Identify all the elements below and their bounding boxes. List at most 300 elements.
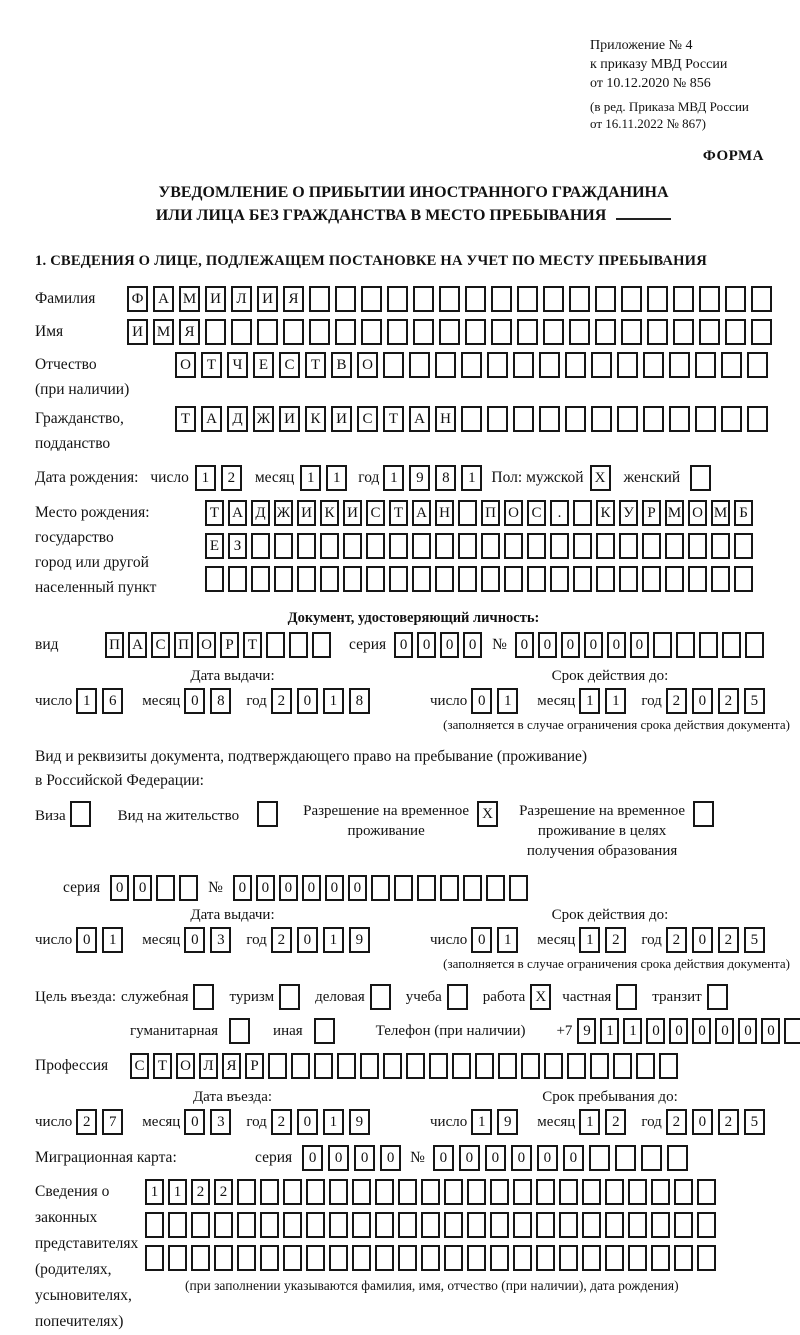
form-cell[interactable]: 1 xyxy=(600,1018,619,1044)
form-cell[interactable]: 1 xyxy=(605,688,626,714)
form-cell[interactable] xyxy=(481,566,500,592)
form-cell[interactable] xyxy=(439,319,460,345)
form-cell[interactable]: 0 xyxy=(715,1018,734,1044)
form-cell[interactable] xyxy=(491,319,512,345)
form-cell[interactable] xyxy=(595,286,616,312)
form-cell[interactable]: Д xyxy=(251,500,270,526)
form-cell[interactable]: 0 xyxy=(348,875,367,901)
form-cell[interactable] xyxy=(366,566,385,592)
form-cell[interactable] xyxy=(193,984,214,1010)
form-cell[interactable] xyxy=(642,566,661,592)
form-cell[interactable] xyxy=(329,1212,348,1238)
form-cell[interactable] xyxy=(435,352,456,378)
form-cell[interactable] xyxy=(394,875,413,901)
form-cell[interactable] xyxy=(435,533,454,559)
form-cell[interactable]: 0 xyxy=(471,927,492,953)
form-cell[interactable] xyxy=(283,1245,302,1271)
form-cell[interactable]: 7 xyxy=(102,1109,123,1135)
form-cell[interactable] xyxy=(565,406,586,432)
form-cell[interactable] xyxy=(711,566,730,592)
form-cell[interactable] xyxy=(619,566,638,592)
form-cell[interactable] xyxy=(605,1212,624,1238)
form-cell[interactable] xyxy=(751,286,772,312)
form-cell[interactable] xyxy=(257,801,278,827)
form-cell[interactable]: 1 xyxy=(195,465,216,491)
form-cell[interactable] xyxy=(260,1179,279,1205)
form-cell[interactable] xyxy=(569,319,590,345)
form-cell[interactable] xyxy=(309,319,330,345)
form-cell[interactable] xyxy=(283,1179,302,1205)
form-cell[interactable]: 0 xyxy=(692,1018,711,1044)
form-cell[interactable]: 0 xyxy=(761,1018,780,1044)
form-cell[interactable] xyxy=(605,1179,624,1205)
form-cell[interactable] xyxy=(591,406,612,432)
form-cell[interactable] xyxy=(669,406,690,432)
form-cell[interactable] xyxy=(337,1053,356,1079)
form-cell[interactable]: М xyxy=(711,500,730,526)
form-cell[interactable]: 0 xyxy=(537,1145,558,1171)
form-cell[interactable]: А xyxy=(412,500,431,526)
form-cell[interactable] xyxy=(695,406,716,432)
form-cell[interactable] xyxy=(168,1245,187,1271)
form-cell[interactable]: 1 xyxy=(461,465,482,491)
form-cell[interactable]: 0 xyxy=(515,632,534,658)
form-cell[interactable]: 1 xyxy=(579,688,600,714)
form-cell[interactable]: 9 xyxy=(349,927,370,953)
form-cell[interactable]: Т xyxy=(201,352,222,378)
form-cell[interactable] xyxy=(398,1212,417,1238)
form-cell[interactable]: 2 xyxy=(214,1179,233,1205)
form-cell[interactable] xyxy=(214,1212,233,1238)
form-cell[interactable]: 2 xyxy=(666,1109,687,1135)
form-cell[interactable] xyxy=(643,406,664,432)
form-cell[interactable]: И xyxy=(205,286,226,312)
form-cell[interactable] xyxy=(567,1053,586,1079)
form-cell[interactable] xyxy=(413,286,434,312)
form-cell[interactable] xyxy=(251,533,270,559)
form-cell[interactable] xyxy=(628,1245,647,1271)
form-cell[interactable] xyxy=(487,352,508,378)
form-cell[interactable] xyxy=(421,1245,440,1271)
form-cell[interactable] xyxy=(642,533,661,559)
form-cell[interactable] xyxy=(722,632,741,658)
form-cell[interactable] xyxy=(467,1212,486,1238)
form-cell[interactable] xyxy=(389,533,408,559)
form-cell[interactable] xyxy=(688,566,707,592)
form-cell[interactable] xyxy=(498,1053,517,1079)
form-cell[interactable] xyxy=(536,1179,555,1205)
form-cell[interactable] xyxy=(343,566,362,592)
form-cell[interactable]: 2 xyxy=(605,927,626,953)
form-cell[interactable]: С xyxy=(357,406,378,432)
form-cell[interactable] xyxy=(628,1179,647,1205)
form-cell[interactable] xyxy=(487,406,508,432)
form-cell[interactable]: А xyxy=(128,632,147,658)
form-cell[interactable] xyxy=(573,500,592,526)
form-cell[interactable]: Т xyxy=(243,632,262,658)
form-cell[interactable]: . xyxy=(550,500,569,526)
form-cell[interactable]: 0 xyxy=(184,688,205,714)
form-cell[interactable]: 0 xyxy=(463,632,482,658)
form-cell[interactable]: X xyxy=(477,801,498,827)
form-cell[interactable] xyxy=(596,566,615,592)
form-cell[interactable]: Н xyxy=(435,500,454,526)
form-cell[interactable] xyxy=(490,1245,509,1271)
form-cell[interactable] xyxy=(504,566,523,592)
form-cell[interactable]: С xyxy=(130,1053,149,1079)
form-cell[interactable] xyxy=(260,1245,279,1271)
form-cell[interactable]: А xyxy=(228,500,247,526)
form-cell[interactable] xyxy=(274,566,293,592)
form-cell[interactable]: И xyxy=(279,406,300,432)
form-cell[interactable]: 1 xyxy=(168,1179,187,1205)
form-cell[interactable] xyxy=(412,566,431,592)
form-cell[interactable]: 0 xyxy=(394,632,413,658)
form-cell[interactable] xyxy=(651,1245,670,1271)
form-cell[interactable]: К xyxy=(320,500,339,526)
form-cell[interactable] xyxy=(559,1245,578,1271)
form-cell[interactable] xyxy=(237,1212,256,1238)
form-cell[interactable] xyxy=(289,632,308,658)
form-cell[interactable]: 0 xyxy=(233,875,252,901)
form-cell[interactable]: 0 xyxy=(646,1018,665,1044)
form-cell[interactable]: 0 xyxy=(485,1145,506,1171)
form-cell[interactable] xyxy=(467,1179,486,1205)
form-cell[interactable]: К xyxy=(596,500,615,526)
form-cell[interactable]: 0 xyxy=(297,1109,318,1135)
form-cell[interactable] xyxy=(697,1245,716,1271)
form-cell[interactable] xyxy=(636,1053,655,1079)
form-cell[interactable]: 0 xyxy=(607,632,626,658)
form-cell[interactable]: Т xyxy=(389,500,408,526)
form-cell[interactable] xyxy=(251,566,270,592)
form-cell[interactable]: 1 xyxy=(323,688,344,714)
form-cell[interactable]: 0 xyxy=(692,927,713,953)
form-cell[interactable] xyxy=(490,1212,509,1238)
form-cell[interactable] xyxy=(343,533,362,559)
form-cell[interactable] xyxy=(734,533,753,559)
form-cell[interactable] xyxy=(665,566,684,592)
form-cell[interactable] xyxy=(413,319,434,345)
form-cell[interactable]: 0 xyxy=(459,1145,480,1171)
form-cell[interactable] xyxy=(582,1212,601,1238)
form-cell[interactable] xyxy=(543,319,564,345)
form-cell[interactable]: 1 xyxy=(497,688,518,714)
form-cell[interactable] xyxy=(375,1212,394,1238)
form-cell[interactable] xyxy=(573,533,592,559)
form-cell[interactable] xyxy=(665,533,684,559)
form-cell[interactable]: 9 xyxy=(409,465,430,491)
form-cell[interactable] xyxy=(297,566,316,592)
form-cell[interactable]: 1 xyxy=(76,688,97,714)
form-cell[interactable] xyxy=(306,1245,325,1271)
form-cell[interactable] xyxy=(371,875,390,901)
form-cell[interactable] xyxy=(383,352,404,378)
form-cell[interactable] xyxy=(231,319,252,345)
form-cell[interactable]: Ч xyxy=(227,352,248,378)
form-cell[interactable] xyxy=(481,533,500,559)
form-cell[interactable] xyxy=(461,352,482,378)
form-cell[interactable] xyxy=(653,632,672,658)
form-cell[interactable]: 2 xyxy=(271,927,292,953)
form-cell[interactable] xyxy=(412,533,431,559)
form-cell[interactable]: 2 xyxy=(718,688,739,714)
form-cell[interactable]: 2 xyxy=(605,1109,626,1135)
form-cell[interactable] xyxy=(205,319,226,345)
form-cell[interactable] xyxy=(297,533,316,559)
form-cell[interactable] xyxy=(647,286,668,312)
form-cell[interactable] xyxy=(329,1245,348,1271)
form-cell[interactable] xyxy=(375,1179,394,1205)
form-cell[interactable]: И xyxy=(331,406,352,432)
form-cell[interactable]: 0 xyxy=(563,1145,584,1171)
form-cell[interactable] xyxy=(229,1018,250,1044)
form-cell[interactable] xyxy=(617,406,638,432)
form-cell[interactable] xyxy=(513,406,534,432)
form-cell[interactable] xyxy=(582,1179,601,1205)
form-cell[interactable]: 1 xyxy=(326,465,347,491)
form-cell[interactable] xyxy=(573,566,592,592)
form-cell[interactable] xyxy=(621,286,642,312)
form-cell[interactable]: 2 xyxy=(718,1109,739,1135)
form-cell[interactable] xyxy=(439,286,460,312)
form-cell[interactable]: И xyxy=(297,500,316,526)
form-cell[interactable] xyxy=(383,1053,402,1079)
form-cell[interactable] xyxy=(70,801,91,827)
form-cell[interactable] xyxy=(711,533,730,559)
form-cell[interactable] xyxy=(320,533,339,559)
form-cell[interactable] xyxy=(421,1179,440,1205)
form-cell[interactable] xyxy=(306,1212,325,1238)
form-cell[interactable]: 0 xyxy=(511,1145,532,1171)
form-cell[interactable] xyxy=(539,406,560,432)
form-cell[interactable] xyxy=(513,1179,532,1205)
form-cell[interactable]: 0 xyxy=(669,1018,688,1044)
form-cell[interactable]: 2 xyxy=(221,465,242,491)
form-cell[interactable] xyxy=(617,352,638,378)
form-cell[interactable] xyxy=(559,1179,578,1205)
form-cell[interactable] xyxy=(544,1053,563,1079)
form-cell[interactable]: Я xyxy=(179,319,200,345)
form-cell[interactable] xyxy=(615,1145,636,1171)
form-cell[interactable]: И xyxy=(343,500,362,526)
form-cell[interactable]: 0 xyxy=(433,1145,454,1171)
form-cell[interactable]: У xyxy=(619,500,638,526)
form-cell[interactable] xyxy=(693,801,714,827)
form-cell[interactable] xyxy=(688,533,707,559)
form-cell[interactable]: 0 xyxy=(380,1145,401,1171)
form-cell[interactable] xyxy=(463,875,482,901)
form-cell[interactable] xyxy=(406,1053,425,1079)
form-cell[interactable] xyxy=(398,1245,417,1271)
form-cell[interactable]: О xyxy=(357,352,378,378)
form-cell[interactable] xyxy=(352,1245,371,1271)
form-cell[interactable]: И xyxy=(127,319,148,345)
form-cell[interactable] xyxy=(651,1179,670,1205)
form-cell[interactable]: 0 xyxy=(110,875,129,901)
form-cell[interactable]: 1 xyxy=(623,1018,642,1044)
form-cell[interactable] xyxy=(274,533,293,559)
form-cell[interactable] xyxy=(697,1212,716,1238)
form-cell[interactable]: П xyxy=(481,500,500,526)
form-cell[interactable]: А xyxy=(409,406,430,432)
form-cell[interactable]: Р xyxy=(642,500,661,526)
form-cell[interactable]: Р xyxy=(245,1053,264,1079)
form-cell[interactable]: Т xyxy=(153,1053,172,1079)
form-cell[interactable] xyxy=(536,1245,555,1271)
form-cell[interactable]: 2 xyxy=(271,688,292,714)
form-cell[interactable] xyxy=(444,1179,463,1205)
form-cell[interactable]: 1 xyxy=(102,927,123,953)
form-cell[interactable] xyxy=(306,1179,325,1205)
form-cell[interactable] xyxy=(513,352,534,378)
form-cell[interactable] xyxy=(559,1212,578,1238)
form-cell[interactable]: 9 xyxy=(577,1018,596,1044)
form-cell[interactable] xyxy=(539,352,560,378)
form-cell[interactable] xyxy=(490,1179,509,1205)
form-cell[interactable] xyxy=(699,319,720,345)
form-cell[interactable]: 0 xyxy=(440,632,459,658)
form-cell[interactable] xyxy=(467,1245,486,1271)
form-cell[interactable] xyxy=(550,533,569,559)
form-cell[interactable]: А xyxy=(201,406,222,432)
form-cell[interactable] xyxy=(335,319,356,345)
form-cell[interactable] xyxy=(745,632,764,658)
form-cell[interactable]: И xyxy=(257,286,278,312)
form-cell[interactable]: Я xyxy=(283,286,304,312)
form-cell[interactable]: 0 xyxy=(561,632,580,658)
form-cell[interactable] xyxy=(616,984,637,1010)
form-cell[interactable]: 8 xyxy=(349,688,370,714)
form-cell[interactable]: Я xyxy=(222,1053,241,1079)
form-cell[interactable]: О xyxy=(175,352,196,378)
form-cell[interactable]: М xyxy=(665,500,684,526)
form-cell[interactable] xyxy=(237,1179,256,1205)
form-cell[interactable]: 1 xyxy=(145,1179,164,1205)
form-cell[interactable] xyxy=(435,566,454,592)
form-cell[interactable] xyxy=(517,286,538,312)
form-cell[interactable]: 0 xyxy=(692,1109,713,1135)
form-cell[interactable]: 0 xyxy=(184,927,205,953)
form-cell[interactable]: Т xyxy=(305,352,326,378)
form-cell[interactable]: 1 xyxy=(300,465,321,491)
form-cell[interactable]: О xyxy=(688,500,707,526)
form-cell[interactable]: 1 xyxy=(471,1109,492,1135)
form-cell[interactable] xyxy=(504,533,523,559)
form-cell[interactable] xyxy=(361,319,382,345)
form-cell[interactable] xyxy=(475,1053,494,1079)
form-cell[interactable] xyxy=(491,286,512,312)
form-cell[interactable] xyxy=(695,352,716,378)
form-cell[interactable] xyxy=(360,1053,379,1079)
form-cell[interactable]: П xyxy=(174,632,193,658)
form-cell[interactable]: 0 xyxy=(184,1109,205,1135)
form-cell[interactable]: С xyxy=(279,352,300,378)
form-cell[interactable] xyxy=(283,319,304,345)
form-cell[interactable]: 1 xyxy=(323,1109,344,1135)
form-cell[interactable]: 8 xyxy=(210,688,231,714)
form-cell[interactable] xyxy=(179,875,198,901)
form-cell[interactable] xyxy=(536,1212,555,1238)
form-cell[interactable]: 0 xyxy=(297,688,318,714)
form-cell[interactable] xyxy=(312,632,331,658)
form-cell[interactable] xyxy=(237,1245,256,1271)
form-cell[interactable] xyxy=(527,533,546,559)
form-cell[interactable] xyxy=(283,1212,302,1238)
form-cell[interactable] xyxy=(613,1053,632,1079)
form-cell[interactable] xyxy=(447,984,468,1010)
form-cell[interactable] xyxy=(314,1018,335,1044)
form-cell[interactable]: 0 xyxy=(354,1145,375,1171)
form-cell[interactable]: С xyxy=(366,500,385,526)
form-cell[interactable] xyxy=(543,286,564,312)
form-cell[interactable]: 8 xyxy=(435,465,456,491)
form-cell[interactable]: Т xyxy=(383,406,404,432)
form-cell[interactable]: Ж xyxy=(253,406,274,432)
form-cell[interactable] xyxy=(734,566,753,592)
form-cell[interactable] xyxy=(621,319,642,345)
form-cell[interactable]: М xyxy=(179,286,200,312)
form-cell[interactable]: 0 xyxy=(538,632,557,658)
form-cell[interactable]: 0 xyxy=(256,875,275,901)
form-cell[interactable] xyxy=(784,1018,800,1044)
form-cell[interactable]: 0 xyxy=(328,1145,349,1171)
form-cell[interactable]: 1 xyxy=(323,927,344,953)
form-cell[interactable]: X xyxy=(530,984,551,1010)
form-cell[interactable]: 2 xyxy=(666,688,687,714)
form-cell[interactable] xyxy=(674,1245,693,1271)
form-cell[interactable]: К xyxy=(305,406,326,432)
form-cell[interactable]: 9 xyxy=(349,1109,370,1135)
form-cell[interactable]: 5 xyxy=(744,688,765,714)
form-cell[interactable]: 1 xyxy=(579,1109,600,1135)
form-cell[interactable]: 0 xyxy=(471,688,492,714)
form-cell[interactable] xyxy=(673,319,694,345)
form-cell[interactable] xyxy=(440,875,459,901)
form-cell[interactable] xyxy=(569,286,590,312)
form-cell[interactable]: А xyxy=(153,286,174,312)
form-cell[interactable]: М xyxy=(153,319,174,345)
form-cell[interactable]: С xyxy=(151,632,170,658)
form-cell[interactable]: Б xyxy=(734,500,753,526)
form-cell[interactable]: Д xyxy=(227,406,248,432)
form-cell[interactable] xyxy=(387,319,408,345)
form-cell[interactable] xyxy=(145,1212,164,1238)
form-cell[interactable] xyxy=(747,352,768,378)
form-cell[interactable]: 0 xyxy=(302,1145,323,1171)
form-cell[interactable] xyxy=(721,406,742,432)
form-cell[interactable] xyxy=(591,352,612,378)
form-cell[interactable] xyxy=(565,352,586,378)
form-cell[interactable] xyxy=(513,1245,532,1271)
form-cell[interactable] xyxy=(387,286,408,312)
form-cell[interactable]: 1 xyxy=(579,927,600,953)
form-cell[interactable] xyxy=(366,533,385,559)
form-cell[interactable] xyxy=(619,533,638,559)
form-cell[interactable]: Е xyxy=(253,352,274,378)
form-cell[interactable]: 2 xyxy=(271,1109,292,1135)
form-cell[interactable] xyxy=(465,286,486,312)
form-cell[interactable] xyxy=(647,319,668,345)
form-cell[interactable]: 0 xyxy=(738,1018,757,1044)
form-cell[interactable] xyxy=(674,1179,693,1205)
form-cell[interactable]: 1 xyxy=(383,465,404,491)
form-cell[interactable] xyxy=(409,352,430,378)
form-cell[interactable] xyxy=(643,352,664,378)
form-cell[interactable] xyxy=(458,533,477,559)
form-cell[interactable] xyxy=(590,1053,609,1079)
form-cell[interactable]: Е xyxy=(205,533,224,559)
